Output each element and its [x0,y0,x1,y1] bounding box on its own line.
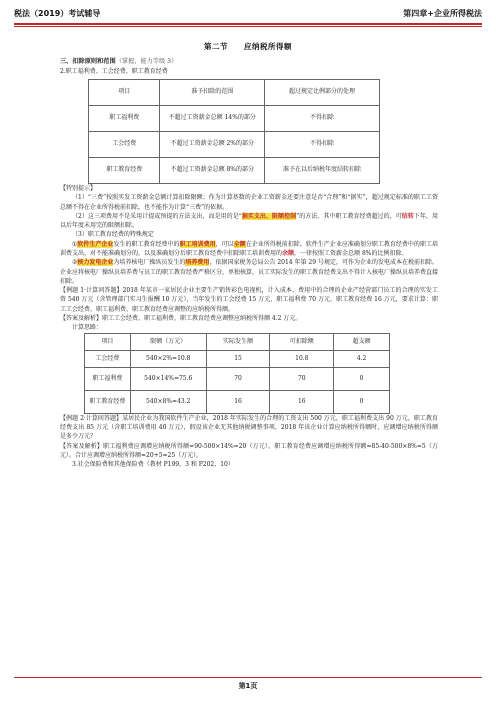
tip4-highlight-3: 全额 [233,240,246,248]
tip4-red-text: 余额 [282,249,295,257]
table-cell: 15 [206,350,270,367]
table-cell: 540×8%=43.2 [130,390,206,413]
table-header-cell: 可扣除额 [270,333,334,350]
example2-question: 【例题 2·计算问答题】某居民企业为我国软件生产企业，2018 年实际发生的合理的工资支出 500 万元，职工福利费支出 90 万元，职工教育经费支出 85 万元（含职工培训费用 40 万元），假设该企业无其他纳税调整事项，2018 年该企业计算应纳税所得额时，应调增应纳税所得额是多少万元？ [60,414,438,441]
table-cell: 职工教育经费 [89,157,160,183]
tip-paragraph-4 [60,240,438,259]
tip4-highlight-2: 职工培训费用 [179,240,216,248]
table-cell: 职工福利费 [85,367,131,390]
tip5-text-a: ② [72,259,78,267]
table-row [89,131,380,157]
table-cell: 工会经费 [89,131,160,157]
tip2-red-text: 结转 [401,212,414,220]
section-title: 第二节 应纳税所得额 [204,42,292,51]
tip4-text-a: ① [72,240,78,248]
table-cell: 16 [270,390,334,413]
tip5-text-c: ，依据国家税务总局公告 2014 年第 29 号规定，可作为企业的发电成本在税前扣除。企业应将核电厂操纵员培养费与员工的职工教育经费严格区分，单独核算，员工实际发生的职工教育经费支出不得计入核电厂操纵员培养费直接扣除。 [60,259,439,285]
footer-rule [14,677,482,678]
table-row [85,367,390,390]
subsection-heading [60,57,438,67]
tip-paragraph-2 [60,212,438,231]
page-header [14,8,482,22]
tip4-text-d: 在企业所得税前扣除。软件生产企业应准确划分职工教育经费中的职工培训费支出，对不能准确划分的，以及准确划分后职工教育经费中扣除职工培训费用的 [60,240,438,257]
header-rule [14,23,482,25]
tip-paragraph-5 [60,258,438,286]
table-row [85,390,390,413]
example1-question: 【例题 1·计算问答题】2018 年某市一家居民企业主要生产销售彩色电视机，计入成本、费用中的合理的企业产经营部门员工的合理的实发工资 540 万元（含管理部门实习生报酬 10 万元），当年发生的工会经费 15 万元、职工福利费 70 万元、职工教育经费 16 万元，要求计算：职工工会经费、职工福利费、职工教育经费应调整的应纳税所得额。 [60,287,438,313]
table-cell: 10.8 [270,350,334,367]
subsection-heading-text: 三、扣除原则和范围 [60,58,116,65]
table-cell: 准予在以后纳税年度结转扣除 [265,157,380,183]
table-cell: 职工福利费 [89,105,160,131]
tip5-highlight-2: 培养费用 [185,259,210,267]
table-cell: 540×2%=10.8 [130,350,206,367]
item-heading: 2.职工福利费、工会经费、职工教育经费 [60,67,168,75]
table-cell: 不超过工资薪金总额 14%的部分 [160,105,265,131]
page-footer [14,677,482,692]
table-header-cell: 超支额 [334,333,390,350]
tip4-text-b: 发生的职工教育经费中的 [113,240,180,248]
table-row [85,350,390,367]
tips-label: 【特别提示】 [60,184,97,192]
table-cell: 不得扣除 [265,105,380,131]
tip4-text-c: ，可以 [215,240,234,248]
header-rule-thin [14,26,482,27]
table-cell: 0 [334,367,390,390]
tip5-highlight-1: 核力发电企业 [77,259,114,267]
table-cell: 4.2 [334,350,390,367]
table-cell: 0 [334,390,390,413]
table-cell: 不超过工资薪金总额 2%的部分 [160,131,265,157]
table-header-cell: 准予扣除的范围 [160,79,265,105]
table-cell: 职工教育经费 [85,390,131,413]
table-header-cell: 项目 [85,333,131,350]
table-header-row [89,79,380,105]
table-header-cell: 项目 [89,79,160,105]
tip2-text-a: （2）这三项费用不是采用计提或预提的方法支出，而是用的是“ [72,212,242,220]
table-header-cell: 限额（万元） [130,333,206,350]
example1-idea: 计算思路： [72,324,103,332]
header-book-title: 税法（2019）考试辅导 [14,9,101,18]
tip-paragraph-1: （1）“三费”按照实发工资薪金总额计算扣除限额；作为计算基数的企业工资薪金还要注意是否“合理”和“据实”，超过规定标准的职工工资总额不得在企业所得税前扣除，也不能作为计算“三费”的依据。 [60,194,438,211]
table-row [89,105,380,131]
deduction-table [88,79,380,184]
item-3-heading: 3.社会保险费和其他保险费（教材 P199，3 和 P202，10） [72,461,234,469]
table-cell: 16 [206,390,270,413]
tip2-text-c: 下年，用以后年度未用完的限额扣除。 [60,212,438,230]
subsection-level-note: （掌握，能力等级 3） [115,58,178,65]
table-header-row [85,333,390,350]
table-cell: 工会经费 [85,350,131,367]
calculation-table [84,333,390,414]
example1-answer: 【答案及解析】职工工会经费、职工福利费、职工教育经费应调整应纳税所得额 4.2 万元。 [60,315,302,323]
page-content [60,57,438,469]
tip4-text-e: ，一律按照工资薪金总额 8%的比例扣除。 [294,249,408,257]
header-chapter-title: 第四章+企业所得税法 [403,9,482,18]
table-header-cell: 超过规定比例部分的处理 [265,79,380,105]
table-row [89,157,380,183]
tip-paragraph-3: （3）职工教育经费的特殊规定 [72,231,154,239]
tip2-highlight: 据实支出、限额控制 [241,212,297,220]
tip4-highlight-1: 软件生产企业 [77,240,114,248]
example2-answer: 【答案及解析】职工福利费应调增应纳税所得额=90-500×14%=20（万元）。职工教育经费应调增应纳税所得额=85-40-500×8%=5（万元）。合计应调增应纳税所得额=20+5=25（万元）。 [60,442,438,459]
table-header-cell: 实际发生额 [206,333,270,350]
table-cell: 540×14%=75.6 [130,367,206,390]
table-cell: 不得扣除 [265,131,380,157]
tip5-text-b: 为培养核电厂操纵员发生的 [113,259,186,267]
page-number: 第1页 [238,682,258,691]
table-cell: 70 [206,367,270,390]
table-cell: 不超过工资薪金总额 8%的部分 [160,157,265,183]
tip2-text-b: ”的方法。其中职工教育经费超过的，可 [296,212,402,220]
table-cell: 70 [270,367,334,390]
